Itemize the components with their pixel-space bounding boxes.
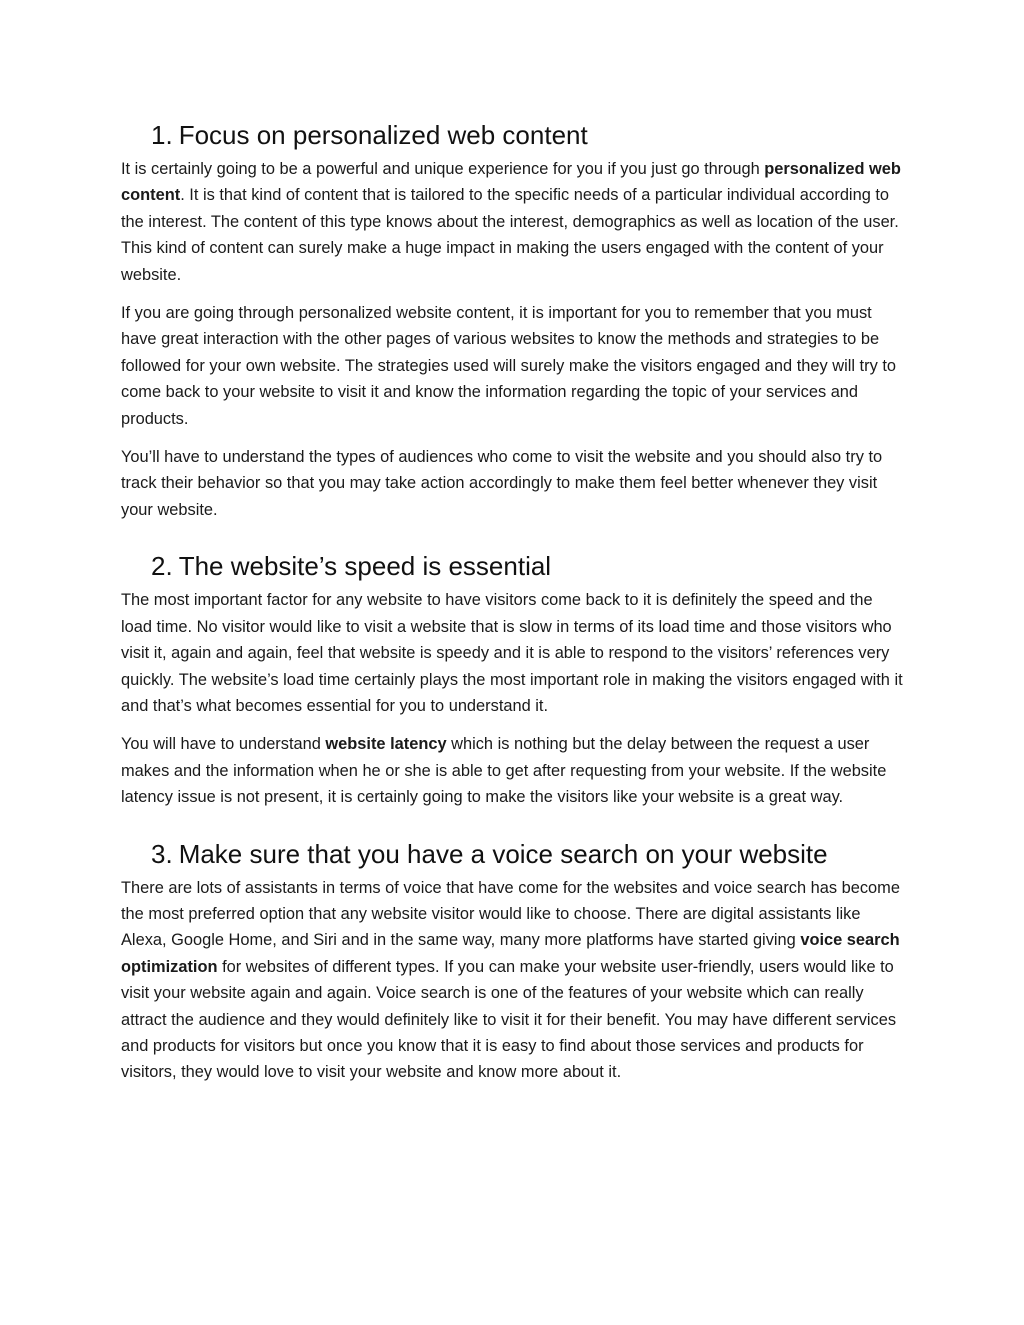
section-title: Make sure that you have a voice search on your website [178,838,828,869]
section-personalized-content [121,118,905,523]
paragraph-text: It is certainly going to be a powerful and unique experience for you if you just go through [121,160,765,178]
paragraph: If you are going through personalized website content, it is important for you to remember that you must have great interaction with the other pages of various websites to know the methods and strategies to be followed for your own website. The strategies used will surely make the visitors engaged and they will try to come back to your website to visit it and know the information regarding the topic of your services and products. [121,304,896,428]
paragraph [121,731,905,810]
bold-keyword: personalized web content [121,160,901,205]
bold-keyword: voice search optimization [121,931,900,976]
section-number: 2. [151,551,173,582]
section-title: The website’s speed is essential [178,551,552,582]
section-voice-search [121,837,905,1086]
bold-keyword: website latency [325,735,447,754]
paragraph-text: You will have to understand [121,735,326,754]
section-number: 3. [151,838,173,869]
document-page [121,118,905,1098]
paragraph: The most important factor for any website to have visitors come back to it is definitely the speed and the load time. No visitor would like to visit a website that is slow in terms of its load time and those visitors who visit it, again and again, feel that website is speedy and it is able to respond to the visitors’ references very quickly. The website’s load time certainly plays the most important role in making the visitors engaged with it and that’s what becomes essential for you to understand it. [121,591,903,715]
paragraph [121,156,905,288]
section-heading [121,549,905,583]
section-title: Focus on personalized web content [178,120,588,150]
paragraph-text: for websites of different types. If you can make your website user-friendly, users would like to visit your website again and again. Voice search is one of the features of your website which can really attract the audience and they would definitely like to visit it for their benefit. You may have different services and products for visitors but once you know that it is easy to find about those services and products for visitors, they would love to visit your website and know more about it. [121,957,897,1082]
section-heading [121,118,905,152]
paragraph: You’ll have to understand the types of audiences who come to visit the website and you should also try to track their behavior so that you may take action accordingly to make them feel better whenever they visit your website. [121,448,883,519]
paragraph-text: which is nothing but the delay between the request a user makes and the information when he or she is able to get after requesting from your website. If the website latency issue is not present, it is certainly going to make the visitors like your website is a great way. [121,735,887,807]
paragraph [121,875,905,1086]
section-heading [121,837,905,871]
paragraph-text: . It is that kind of content that is tailored to the specific needs of a particular individual according to the interest. The content of this type knows about the interest, demographics as well as location of the user. This kind of content can surely make a huge impact in making the users engaged with the content of your website. [121,186,899,284]
paragraph-text: There are lots of assistants in terms of voice that have come for the websites and voice search has become the most preferred option that any website visitor would like to choose. There are digital assistants like Alexa, Google Home, and Siri and in the same way, many more platforms have started giving [121,878,900,950]
section-number: 1. [151,120,173,150]
section-website-speed [121,549,905,810]
